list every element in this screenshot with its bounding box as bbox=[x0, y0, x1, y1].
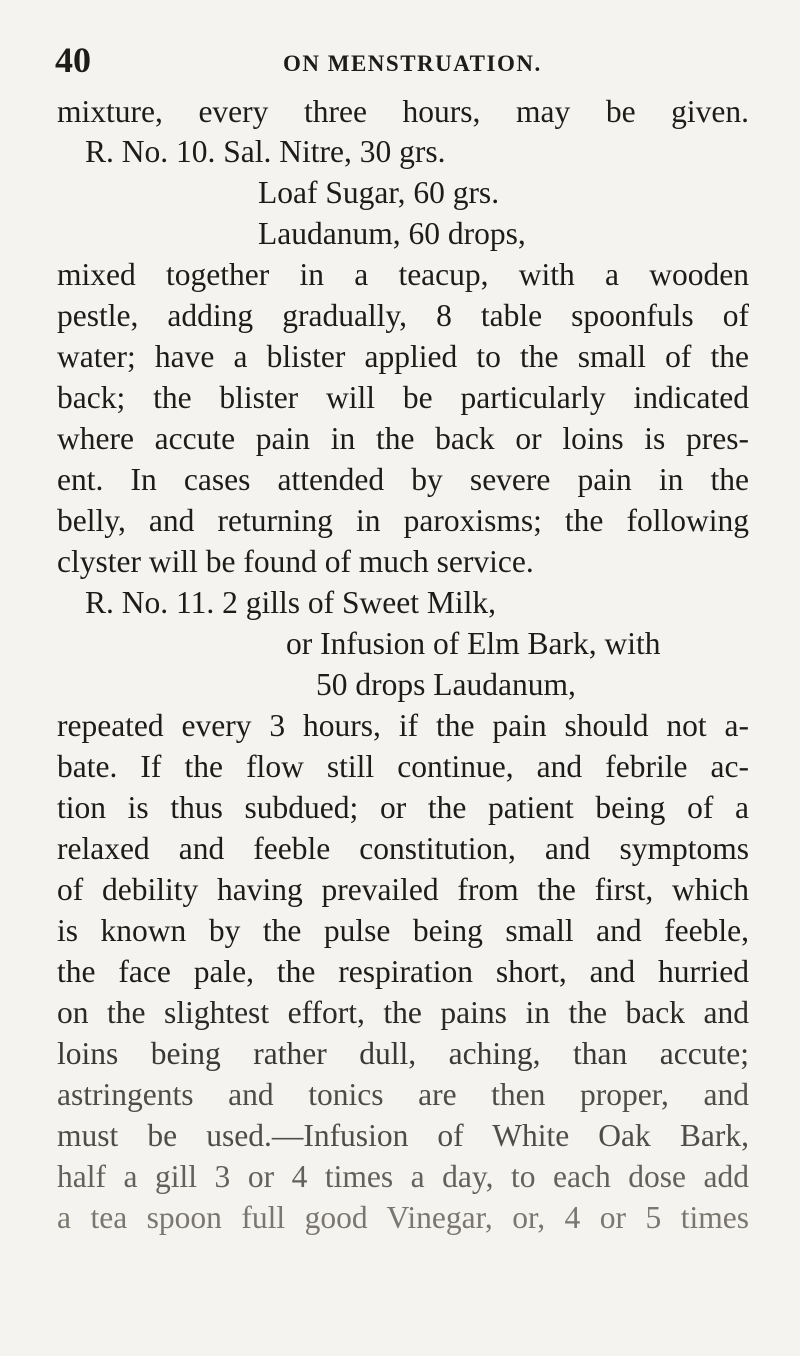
page-number: 40 bbox=[55, 40, 91, 80]
page-header bbox=[55, 38, 755, 88]
text-line: astringents and tonics are then proper, and bbox=[57, 1077, 749, 1112]
recipe-line: 50 drops Laudanum, bbox=[316, 667, 576, 702]
text-line: repeated every 3 hours, if the pain should not a- bbox=[57, 708, 749, 743]
text-line: mixture, every three hours, may be given. bbox=[57, 94, 749, 129]
recipe-line: R. No. 11. 2 gills of Sweet Milk, bbox=[85, 585, 496, 620]
running-head: ON MENSTRUATION. bbox=[283, 51, 542, 76]
text-line: where accute pain in the back or loins is pres- bbox=[57, 421, 749, 456]
text-line: must be used.—Infusion of White Oak Bark, bbox=[57, 1118, 749, 1153]
text-line: the face pale, the respiration short, and hurried bbox=[57, 954, 749, 989]
text-line: loins being rather dull, aching, than accute; bbox=[57, 1036, 749, 1071]
recipe-line: Laudanum, 60 drops, bbox=[258, 216, 526, 251]
text-line: tion is thus subdued; or the patient being of a bbox=[57, 790, 749, 825]
text-line: on the slightest effort, the pains in the back and bbox=[57, 995, 749, 1030]
text-line: a tea spoon full good Vinegar, or, 4 or 5 times bbox=[57, 1200, 749, 1235]
text-line: water; have a blister applied to the small of the bbox=[57, 339, 749, 374]
text-line: belly, and returning in paroxisms; the following bbox=[57, 503, 749, 538]
recipe-line: Loaf Sugar, 60 grs. bbox=[258, 175, 500, 210]
recipe-line: R. No. 10. Sal. Nitre, 30 grs. bbox=[85, 134, 446, 169]
text-line: of debility having prevailed from the first, which bbox=[57, 872, 749, 907]
text-line: pestle, adding gradually, 8 table spoonfuls of bbox=[57, 298, 749, 333]
text-line: half a gill 3 or 4 times a day, to each dose add bbox=[57, 1159, 749, 1194]
text-line: clyster will be found of much service. bbox=[57, 544, 534, 579]
recipe-line: or Infusion of Elm Bark, with bbox=[286, 626, 661, 661]
text-line: bate. If the flow still continue, and febrile ac- bbox=[57, 749, 749, 784]
text-line: ent. In cases attended by severe pain in the bbox=[57, 462, 749, 497]
text-line: is known by the pulse being small and feeble, bbox=[57, 913, 749, 948]
text-line: relaxed and feeble constitution, and symptoms bbox=[57, 831, 749, 866]
text-line: mixed together in a teacup, with a wooden bbox=[57, 257, 749, 292]
text-line: back; the blister will be particularly indicated bbox=[57, 380, 749, 415]
